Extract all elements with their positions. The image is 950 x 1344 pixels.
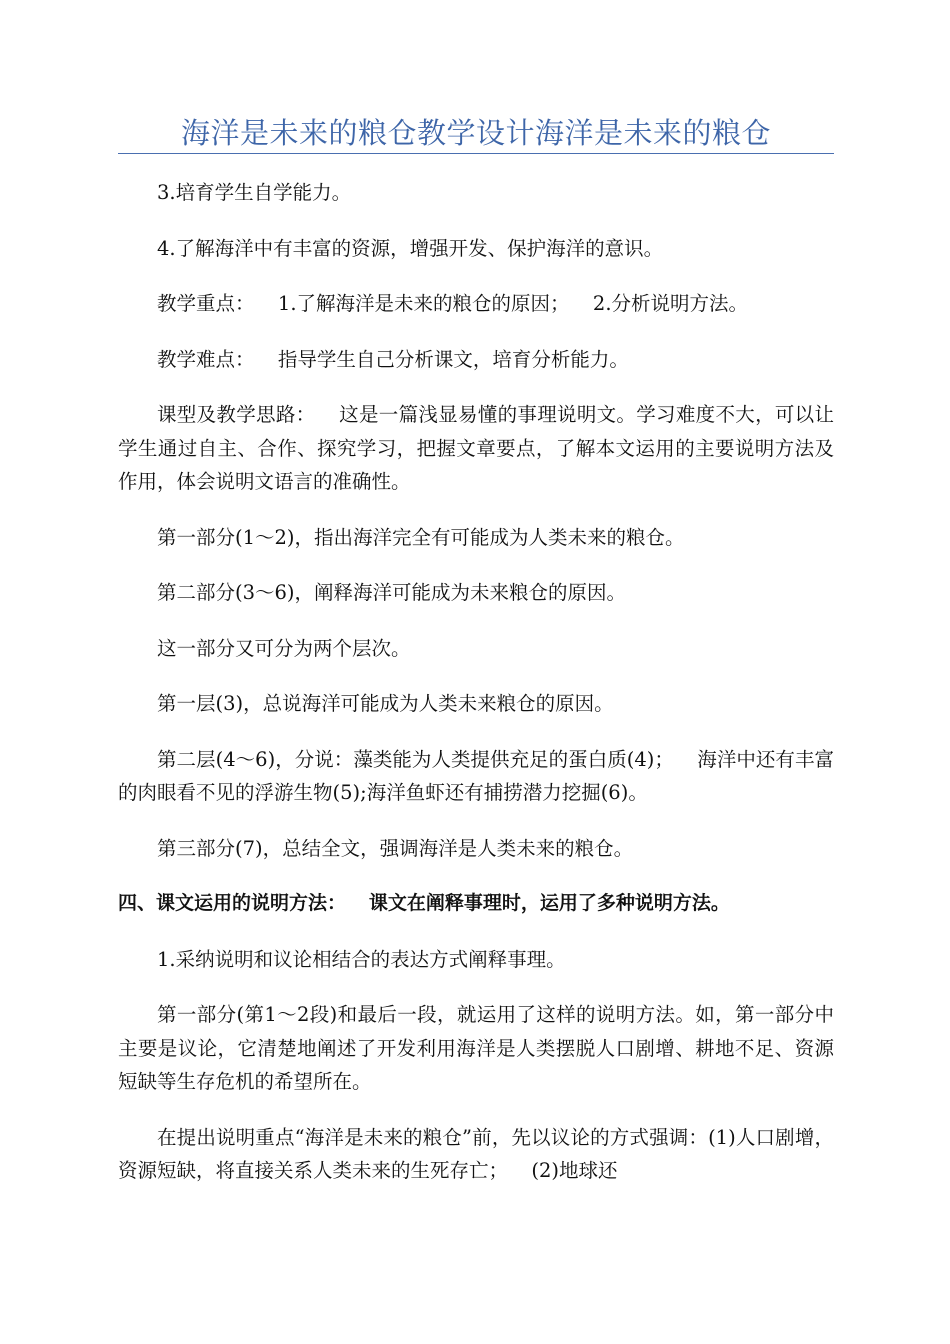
- document-body: [118, 176, 834, 1210]
- title-underline: [118, 153, 834, 154]
- paragraph-difficulty: 教学难点： 指导学生自己分析课文，培育分析能力。: [157, 347, 629, 371]
- paragraph: 第一层(3)，总说海洋可能成为人类未来粮仓的原因。: [157, 692, 614, 715]
- paragraph: 1.采纳说明和议论相结合的表达方式阐释事理。: [157, 947, 566, 971]
- section-heading: 四、课文运用的说明方法： 课文在阐释事理时，运用了多种说明方法。: [118, 892, 730, 914]
- paragraph-key-points: 教学重点： 1.了解海洋是未来的粮仓的原因； 2.分析说明方法。: [157, 292, 749, 315]
- paragraph: 第一部分(第1～2段)和最后一段，就运用了这样的说明方法。如，第一部分中主要是议论，它清楚地阐述了开发利用海洋是人类摆脱人口剧增、耕地不足、资源短缺等生存危机的希望所在。: [118, 1003, 834, 1093]
- paragraph: 第三部分(7)，总结全文，强调海洋是人类未来的粮仓。: [157, 836, 634, 860]
- paragraph: 4.了解海洋中有丰富的资源，增强开发、保护海洋的意识。: [157, 236, 664, 260]
- paragraph: 第一部分(1～2)，指出海洋完全有可能成为人类未来的粮仓。: [157, 525, 685, 549]
- paragraph: 3.培育学生自学能力。: [157, 181, 352, 204]
- paragraph: 第二层(4～6)，分说：藻类能为人类提供充足的蛋白质(4)； 海洋中还有丰富的肉眼看不见的浮游生物(5);海洋鱼虾还有捕捞潜力挖掘(6)。: [118, 747, 834, 804]
- paragraph-approach: 课型及教学思路： 这是一篇浅显易懂的事理说明文。学习难度不大，可以让学生通过自主、合作、探究学习，把握文章要点，了解本文运用的主要说明方法及作用，体会说明文语言的准确性。: [118, 403, 834, 493]
- page-title: 海洋是未来的粮仓教学设计海洋是未来的粮仓: [180, 116, 771, 150]
- paragraph: 在提出说明重点“海洋是未来的粮仓”前，先以议论的方式强调：(1)人口剧增，资源短缺，将直接关系人类未来的生死存亡； (2)地球还: [118, 1125, 834, 1182]
- paragraph: 这一部分又可分为两个层次。: [157, 636, 411, 660]
- paragraph: 第二部分(3～6)，阐释海洋可能成为未来粮仓的原因。: [157, 581, 627, 604]
